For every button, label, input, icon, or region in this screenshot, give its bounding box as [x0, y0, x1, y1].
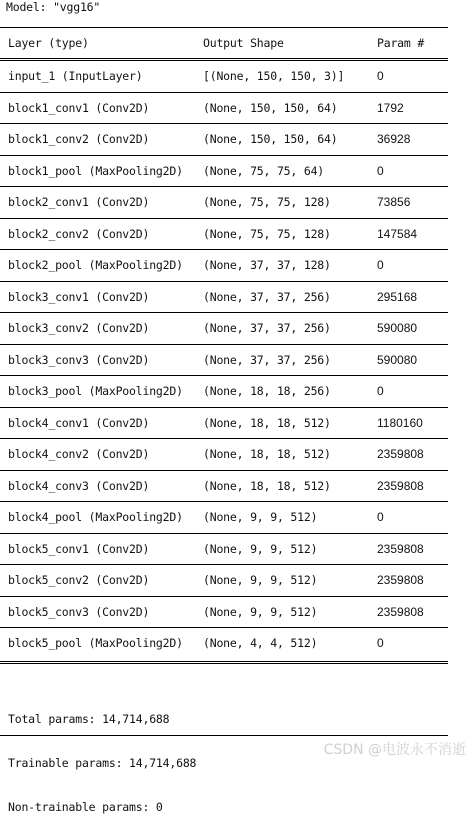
param-count: 73856 — [377, 195, 411, 209]
layer-name: block1_pool (MaxPooling2D) — [8, 163, 183, 178]
layer-name: block5_conv3 (Conv2D) — [8, 604, 150, 619]
column-header-shape: Output Shape — [203, 36, 284, 50]
layer-name: block4_pool (MaxPooling2D) — [8, 510, 183, 524]
trainable-params: Trainable params: 14,714,688 — [8, 756, 197, 770]
table-row — [0, 250, 448, 281]
param-count: 1180160 — [377, 415, 423, 430]
output-shape: (None, 18, 18, 512) — [203, 478, 331, 493]
param-totals — [8, 683, 196, 829]
layer-name: block2_conv1 (Conv2D) — [8, 195, 150, 209]
param-count: 590080 — [377, 352, 418, 367]
output-shape: (None, 75, 75, 128) — [203, 226, 331, 241]
output-shape: (None, 37, 37, 256) — [203, 289, 331, 304]
column-header-param: Param # — [377, 36, 425, 50]
table-row — [0, 376, 448, 407]
layer-rows — [0, 61, 448, 659]
param-count: 2359808 — [377, 604, 424, 619]
param-count: 0 — [377, 163, 384, 178]
param-count: 295168 — [377, 289, 418, 304]
output-shape: (None, 37, 37, 256) — [203, 352, 331, 367]
param-count: 2359808 — [377, 478, 424, 493]
totals-bottom-rule — [0, 735, 448, 736]
table-row — [0, 534, 448, 565]
table-row — [0, 439, 448, 470]
table-row — [0, 597, 448, 628]
layer-name: block1_conv1 (Conv2D) — [8, 100, 150, 115]
column-header-layer: Layer (type) — [8, 36, 89, 50]
param-count: 2359808 — [377, 447, 424, 461]
table-row — [0, 471, 448, 502]
param-count: 36928 — [377, 132, 411, 146]
param-count: 147584 — [377, 226, 418, 241]
table-row — [0, 93, 448, 124]
layer-name: block4_conv3 (Conv2D) — [8, 478, 150, 493]
param-count: 590080 — [377, 321, 418, 335]
model-title: Model: "vgg16" — [6, 0, 101, 14]
table-row — [0, 502, 448, 533]
output-shape: (None, 150, 150, 64) — [203, 132, 338, 146]
table-row — [0, 345, 448, 376]
layer-name: block3_pool (MaxPooling2D) — [8, 384, 183, 398]
table-header — [0, 28, 448, 58]
layer-name: block5_conv2 (Conv2D) — [8, 573, 150, 587]
watermark: CSDN @电波永不消逝 — [323, 742, 466, 758]
table-row — [0, 219, 448, 250]
param-count: 1792 — [377, 100, 404, 115]
layer-name: input_1 (InputLayer) — [8, 69, 143, 83]
model-summary-table — [0, 27, 448, 664]
output-shape: (None, 4, 4, 512) — [203, 636, 318, 650]
output-shape: (None, 9, 9, 512) — [203, 510, 318, 524]
layer-name: block5_pool (MaxPooling2D) — [8, 636, 183, 650]
param-count: 0 — [377, 510, 384, 524]
total-params: Total params: 14,714,688 — [8, 712, 170, 726]
output-shape: (None, 18, 18, 512) — [203, 415, 331, 430]
layer-name: block4_conv1 (Conv2D) — [8, 415, 150, 430]
table-row — [0, 565, 448, 596]
output-shape: (None, 150, 150, 64) — [203, 100, 338, 115]
layer-name: block2_pool (MaxPooling2D) — [8, 258, 183, 272]
layer-name: block5_conv1 (Conv2D) — [8, 541, 150, 556]
output-shape: (None, 75, 75, 64) — [203, 163, 325, 178]
output-shape: (None, 75, 75, 128) — [203, 195, 331, 209]
param-count: 2359808 — [377, 541, 424, 556]
output-shape: (None, 9, 9, 512) — [203, 573, 318, 587]
layer-name: block3_conv1 (Conv2D) — [8, 289, 150, 304]
layer-name: block3_conv3 (Conv2D) — [8, 352, 150, 367]
output-shape: (None, 18, 18, 256) — [203, 384, 331, 398]
layer-name: block4_conv2 (Conv2D) — [8, 447, 150, 461]
param-count: 2359808 — [377, 573, 424, 587]
table-row — [0, 187, 448, 218]
output-shape: [(None, 150, 150, 3)] — [203, 69, 345, 83]
output-shape: (None, 37, 37, 256) — [203, 321, 331, 335]
layer-name: block3_conv2 (Conv2D) — [8, 321, 150, 335]
table-row — [0, 156, 448, 187]
table-row — [0, 61, 448, 92]
non-trainable-params: Non-trainable params: 0 — [8, 800, 163, 814]
param-count: 0 — [377, 69, 384, 83]
table-row — [0, 628, 448, 659]
table-row — [0, 124, 448, 155]
param-count: 0 — [377, 384, 384, 398]
table-row — [0, 282, 448, 313]
bottom-rule — [0, 661, 448, 664]
output-shape: (None, 37, 37, 128) — [203, 258, 331, 272]
layer-name: block2_conv2 (Conv2D) — [8, 226, 150, 241]
table-row — [0, 313, 448, 344]
table-row — [0, 408, 448, 439]
param-count: 0 — [377, 636, 384, 650]
output-shape: (None, 18, 18, 512) — [203, 447, 331, 461]
output-shape: (None, 9, 9, 512) — [203, 541, 318, 556]
param-count: 0 — [377, 258, 384, 272]
layer-name: block1_conv2 (Conv2D) — [8, 132, 150, 146]
output-shape: (None, 9, 9, 512) — [203, 604, 318, 619]
